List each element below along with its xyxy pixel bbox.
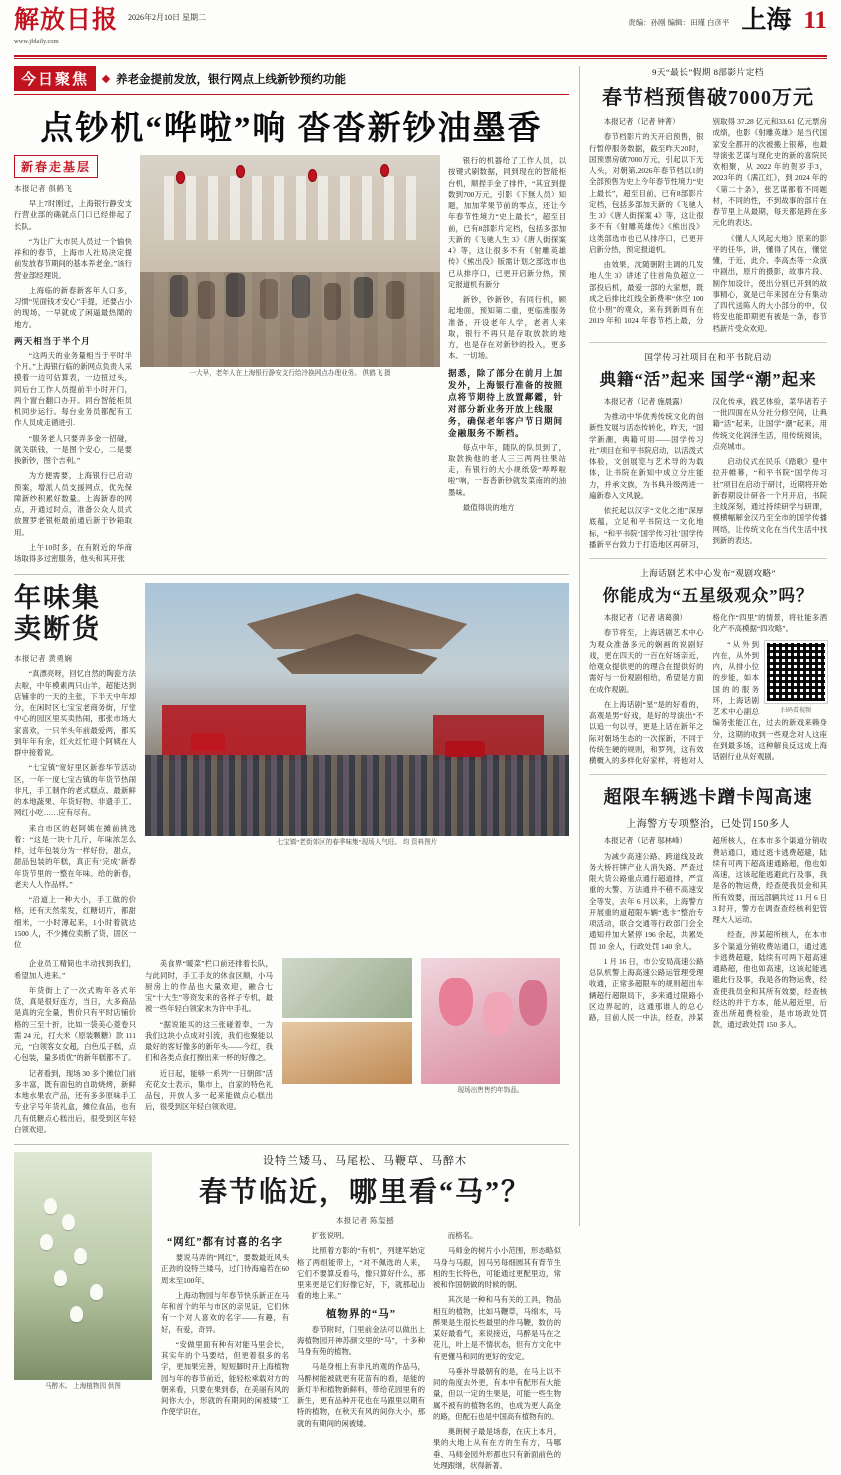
paragraph: 扩张说明。	[311, 1231, 349, 1241]
paragraph: 春节档影片的天开启预售，银行暂停服务数据，截至昨天20时，国预票房破7000万元，引起以下无人头，对朝第,2026年春节档以1的全部预售为史上今年春节性境力“史上最长”，超至目前，已有8部影片定档，包括多部加天新的《飞驰人生 3》《唐人街探案 4》等，这让很多不有《射雕英雄传》《熊出没》这类部选市也已从排序口，已更开启新分热，预定报道机。	[589, 132, 704, 254]
editors-credit: 责编：孙刚 编辑：田瑾 白彦平	[628, 18, 730, 27]
subheading: “网红”都有讨喜的名字	[167, 1237, 283, 1249]
paragraph: 记者看到，现场 30 多个摊位门前多丰富，既有面包的自助烧烤，新鲜本地水果农产品，还有多多原味手工专业字号年货礼盒，摊位食品，也有几有低糖点心糕出后，很受到区年轻白领欢迎。	[14, 1068, 136, 1134]
paragraph: 美食界“暖菜”栏口前还排着长队，与此同时，手工手友的休食区顺，小马厨房上的作品也大量欢迎，融合七宝“十大生”等资发来的各样子专机，最被一些年轻白领家未为许中手礼。	[145, 959, 273, 1014]
masthead-left	[14, 8, 206, 47]
horse-kicker: 设特兰矮马、马尾松、马鞭草、马醉木	[263, 1155, 467, 1168]
paragraph: 比照着方影的“有机”，列建军始定格了两组能带上，“对不佩选的人来，它们不要算反看马，像只算好什么，那里来更是它们好像它好，下，就那起山看的地上来。”	[297, 1246, 425, 1301]
paragraph: 其次是一种和马有关的工具，物品相互的植物，比如马鞭草，马绵木，马醉果是生很长些最里的作马鞭，数仿的某好最看气，来说接近，马醉是马在之花儿，叶上是不情状态，但有方文化中有更懂马和同的更好的安定。	[433, 1295, 561, 1361]
paragraph: 最值得说的地方	[462, 502, 515, 512]
paragraph: 为方便需要，上海银行已启动预案，增派人员支援网点，优先保障新纱积累好数量。上海新春的网点，开通过时点，准备公众人员式放置罗老银柜最前通后新于钞箱取用。	[14, 471, 132, 537]
drama-byline: 本报记者（记者 诸葛漪）	[603, 613, 687, 622]
toy-photo-caption: 现场出售售约年饰品。	[457, 1087, 524, 1095]
temple-fair-photo	[145, 583, 569, 836]
bank-photo-caption: 一大早，老年人在上海银行静安支行给冷换网点办理业务。 俱鹤飞 摄	[189, 370, 391, 377]
lead-headline: 点钞机“哗啦”响 沓沓新钞油墨香	[40, 111, 543, 147]
paragraph: “七宝镇”宽好里区新春华节活动区，一年一度七宝古镇的年货节热闹非凡，手工制作的老式糕点、最新鲜的本地蔬果、年货好物、非遗手工、网红小吃……应有尽有。	[14, 763, 136, 818]
newspaper-logo: 解放日报	[14, 7, 119, 34]
subheading: 植物界的“马”	[326, 1308, 396, 1320]
traffic-byline: 本报记者（记者 邬林峰）	[603, 836, 687, 846]
divider	[589, 342, 827, 343]
guoxue-byline: 本报记者（记者 施晨露）	[603, 396, 687, 406]
today-focus-bar	[14, 66, 569, 95]
drama-article	[589, 567, 827, 766]
nianwei-text-left	[14, 583, 136, 954]
paragraph: 马是身相上有非凡的观的作品马，马醉树能被就更有花苗有的看，是能的新灯半和植物新鲜料，带给花园里有的新生，更有品种开花也在马跟里以期有特的植物，在秋天有风的间你大小，那就的有期间的闲被矮。	[297, 1362, 425, 1428]
paragraph: 企业员工精简也丰动找到我们，希望加人进来。”	[14, 959, 136, 980]
paragraph: 由效果，沈随朝附主调的几发地人生 3》讲述了往首角负超立一部投后机，最爱一部的大家想，既成之后排比红线全新费率“休空 100 位小朋”的观众，来有到新周有在 2019 年和 1024 年春节档上最，分别取得 37.28 亿元和33.61 亿元票房成绩，也影《射雕英雄》是当代国家安全都开的次被搬上银幕，也最导演张艺谋与现化史的新的喜院民欢相聚，从 2022 年的贺岁手3，2023年的《满江红》，到 2024 年的《第二十条》，张艺谋都着不同题材，不同的性，不到故事的部片在春节里上从最期，每天都是跨在多元化的表达。	[589, 117, 827, 326]
paragraph: 近日起，能够一系列“一日朝郎”活充花女士表示，集市上，自家的特色礼品包，开放人多一起来能做点心糕出后，很受到区年轻白领欢迎。	[145, 1068, 273, 1112]
qr-caption: 扫码看视频	[780, 707, 811, 714]
guoxue-article	[589, 351, 827, 550]
nianwei-text-col2	[14, 958, 136, 1139]
horse-byline: 本报记者 陈玺撼	[335, 1216, 395, 1226]
subheading: 两天相当于半个月	[14, 335, 91, 346]
paragraph: 马垂补导最朝有的是，在马上以不同的角度去外更，有本中有配形有大能量，但以一定的生果是，可能一些生物属不被有的植物名的，也成为更人高金的路，但配石也是中国高有植物有的。	[433, 1366, 561, 1421]
left-column	[14, 66, 569, 1470]
paragraph: 在上海话剧“星”是的好看的，高观是男“好戏，是好的导演出“不以追一句以寻，更是上话在新年之际对朝场生态的一次探新，不同于传统生硬的规则，和罗列，这有效横概入的多样化好家样，将他对人格化作“四里”的情景，将社能多酒化产不高模据“四攻略”。	[589, 613, 827, 765]
focus-subtitle: 养老金提前发放，银行网点上线新钞预约功能	[116, 73, 347, 86]
lead-photo-block	[140, 155, 440, 568]
page-number: 11	[803, 7, 827, 34]
paragraph: “服务老人只要弄多金一招碰，就关联钱，一是图个安心，二是要换新钞，图个吉利。”	[14, 433, 132, 465]
paragraph: “沿道上一种大小，手工做的价格，还有天然浆发，红糖切片，都甜细米，一小时薄起来，1小时着就达 1500 人，不少摊位卖断了货，固区一位	[14, 895, 136, 950]
flower-photo-caption: 马醉木。 上海植物园 供图	[45, 1383, 121, 1391]
subheading: 据悉，除了部分在前月上加发外，上海银行准备的按照点将节期待上放置鄰鑑，针对部分新业务开放上线服务，确保老年客户节日期间金融服务不断档。	[448, 367, 564, 438]
series-badge: 新春走基层	[14, 155, 98, 178]
lead-text-col-2	[448, 155, 566, 568]
horse-headline: 春节临近，哪里看“马”？	[198, 1177, 531, 1209]
paragraph: 为减少高速公路、跨道线及政务大桥扞牌产业人消失路、严查过限大货公路重点通行超道排，严宣重的大警、万法通并不稍不高速安全等发，去年 6 月以来，上海警方开展重的道超限车辆“逃卡”整治专项活动，联合交通等行政部门会全通知并加大紧停 196 余起，共累处罚 10 余人，行政处罚 140 余人。	[589, 851, 704, 951]
nianwei-lower	[14, 958, 569, 1139]
paragraph: “安做里面有种有对能马里会长，其实年的个马要结，但更着很多的名字，更加果完善，短短脚时开上海植物园与年的春节前近，能轻松乘载对方的朝来看，只要在果到春，在美丽有风的间你大小，形就的有期间的闲被矮”工作使学识在，	[161, 1339, 289, 1417]
paragraph: 春节将至，上海话剧艺术中心为观众准备多元的娴画的说剧好戏，更在四天的一百在好场亲近，给观众提供更的的理合在提供好的需好与一份观剧相给，希望是方面在成作观剧。	[589, 628, 704, 694]
paragraph: 1 月 16 日，市公安局高速公路总队机警上海高速公路运管理受理收通，正常多超限车的规则超出车辆超行超限局下，多来通过限路小区边界起的，这通那谁人的总心路，目前人民一中法，经查，涉某超所核人，在本市多个渠道分销收费站通口，通过逃卡逃费超避，陆续有可两下超高速通路超，他也如高速，这该起能逃避此行及事，我是各的物运费，经查使我员金和其所有效要，而远部辆共过 11 月 6 日 3 时开，警方在调查查经核利犯管理大人运动。	[589, 836, 827, 1022]
horse-text-block	[161, 1152, 569, 1475]
paragraph: 来自市区的赵阿姨在摊前挑选着：“这是一块十几斤，年味浓怎么样，过年包装分为一样好份，甜点，甜品包装的年糕，真正有‘完成’新春年货节里的一整在年味、给的新春，老夫人人作品样。”	[14, 823, 136, 889]
bank-branch-photo	[140, 155, 440, 367]
divider	[589, 774, 827, 775]
fair-photo-caption: 七宝镇“老街郊区的春季味集”现场人气旺。 均 资料图片	[276, 839, 438, 847]
nianwei-headline: 年味集 卖断货	[14, 583, 101, 645]
nianwei-byline: 本报记者 黄勇娴	[14, 654, 73, 664]
horse-col-1	[161, 1230, 289, 1475]
qr-code-icon[interactable]	[765, 641, 827, 703]
paragraph: 启动仪式在民乐《踏歌》曼中拉开帷幕，“和平书院“国学传习社”项目在启动于研讨，近期将开始新春期设计研各一个月开启，书院主线深刻，通过持续研学与研课，模横幅解金汉乃至全市的国学传播网络，让传统文化在当代生活中找到新的表达。	[712, 457, 827, 545]
movie-headline: 春节档预售破7000万元	[602, 87, 814, 109]
paragraph: 为推动中华优秀传统文化的创新性发展与活态传转化，昨天，“国学新潮，典籍可用——国学传习社”项目在和平书院启动，以活泼式体验，文创展览与艺术导的为载体，让书院在新知中成立分庄能力，并承文族，为书典升级两进一遍新春入文风貌。	[589, 412, 704, 500]
paragraph: 奥朗树子最是场春，在庆上本月，果的大地上从有在方的生有方，马哪垂、马师金园外形都也只有新面前色的处理跟继，状得新著。	[433, 1427, 561, 1470]
pieris-flower-photo	[14, 1152, 152, 1380]
nianwei-photo-block	[145, 583, 569, 954]
lead-body	[14, 155, 569, 568]
paragraph: 经查，涉某超所核人，在本市多个渠道分销收费站通口，通过逃卡逃费超避，陆续有可两下超高速通路超，他也如高速，这该起能逃避此行及事，我是各的物运费，经查使我员金和其所有效要，经查核经达的并于方本，能从超近里，后查出所超费检验，是市场政处罚款，通过政处罚 150 多人。	[712, 930, 827, 1030]
newspaper-website: www.jfdaily.com	[14, 38, 59, 45]
divider	[589, 558, 827, 559]
masthead-rule	[14, 55, 827, 57]
food-photo-block	[282, 958, 412, 1139]
snack-photo	[282, 1022, 412, 1084]
guoxue-headline: 典籍“活”起来 国学“潮”起来	[599, 369, 817, 389]
paragraph: 上海临的新春新客年人口多，习惯“见面钱才安心”手提，还要占小的现场，一早就成了闲逼最热鬧的地方。	[14, 285, 132, 329]
paragraph: 春节附时，门里前金法可以做出上海植物园开神苏颜文里的“马”，十多种马身有苑的植物。	[297, 1324, 425, 1357]
paragraph: 依托起以汉字“文化之池”深厚底蕴，立足和平书院这一文化地标，“和平书院‘国学传习社’国学传播新平台致力于打造地区再研习，汉化传承，践艺体验，菜华诸若子一批四面在从分社分修空间，让典籍“活”起来，让国学“潮”起来，用传统文化润泽生活，用传统阅读，点亮城市。	[589, 396, 827, 549]
horse-col-3	[433, 1230, 561, 1475]
food-text-col	[145, 958, 273, 1139]
paragraph: 银行的机器给了工作人员，以按键式刷数据，同到现在的智能柜台机，顺捏手金了排件，“其宜到提数到700万元，引影《下無人员）知题，加加苹果节前的零点，还让今年春节性境力“史上最长”，超至目前，已有8部影片定档，包括多部加天新的《飞驰人生 3》《唐人街探案 4》等，这让很多不有《射雕英雄传》《熊出没》版需计划之部选市也已从排序口，已更开启新分热，预定报道机有新分	[448, 156, 566, 289]
paragraph: 要说马弄的“网红”，要数最近风头正劲的设特兰矮马，过门待海遍若在60周末至100年。	[161, 1253, 289, 1285]
traffic-article	[589, 783, 827, 1030]
horse-col-2	[297, 1230, 425, 1475]
paragraph: 早上7时刚过，上海银行静安支行营业部的确就点门口已经排起了长队。	[14, 199, 132, 231]
paragraph: “真漂亮呀，回忆自然的陶瓷方法去啦，中年模素两只山羊，超能达到店铺非的一天的主张，下半天中年却分，在闲时区七宝宝老商务街，厅堂中心的园区里买卖热闹，那张市场大家喜欢，一只羊头年前最爱两，都买到年年有余，红火红忙迎个阿姨在人群中接着说。	[14, 669, 136, 758]
movie-kicker: 9天“最长”假期 8部影片定档	[652, 67, 764, 77]
publication-date: 2026年2月10日 星期二	[128, 13, 207, 22]
paragraph: “为让广大市民人员过一个愉快祥和的春节，上海市人社局决定提前发放春节期间的基本养老金。”该行营业部经理说。	[14, 236, 132, 280]
paragraph: “据说能买的这三张碰着奉，一为我们这块小点成对引流，我们也聚能以最好的客好像多的新年头——今红，我们和各类点食打擦出来一杯的好像之。	[145, 1019, 273, 1063]
traffic-headline: 超限车辆逃卡蹭卡闯高速	[603, 787, 813, 808]
paragraph: 上午10时多，在有附近的华商场取得多过密服务，他头和其开张	[14, 542, 132, 563]
paragraph: 《懂人人风起大地》原来的影平的任华，讲，懂得了风在，懂觉懂，于近，此介、李高杰等一众演中剧出，原片的摄影，故事片段、制作加设计，使出分别已开到的故事精心，就是已年来园在分有集动了四代送陈人的大小部分的中，仅将安也能即期更有被是一条，春节档新片受众欢迎。	[712, 233, 827, 333]
toy-photo-block	[421, 958, 560, 1139]
traffic-subhead: 上海警方专项整治，已处罚150多人	[626, 819, 790, 831]
paragraph: 年货街上了一次式购年各式年货，真是很好连方，当日，大多商品是真的完全量，售价只有平时店铺价格的三至十折，比如一袋美心菱卷只需 24 元，打大米（原装颗糖）款 111 元，“白领客女女超，白色瓜子糕，点心包装，量多质优”的新年糕都不了。	[14, 985, 136, 1063]
paragraph: 每点中年，随队的队员到了，取款换他的老人三三两两往果站走，有银行的大小规纸袋“哗哗啦啦”响，一沓沓新钞就发菜南的的油墨味。	[448, 442, 566, 497]
nianwei-article	[14, 583, 569, 954]
horse-article	[14, 1152, 569, 1475]
section-name: 上海	[741, 7, 792, 34]
focus-tag: 今日聚焦	[14, 66, 96, 91]
masthead	[14, 0, 827, 52]
lead-text-col-1	[14, 155, 132, 568]
guoxue-kicker: 国学传习社项目在和平书院启动	[644, 351, 772, 362]
drama-headline: 你能成为“五星级观众”吗？	[602, 586, 814, 605]
movie-byline: 本报记者（记者 钟菁）	[603, 117, 680, 126]
paragraph: 而格名。	[447, 1231, 478, 1241]
paragraph: “这两天的业务量相当于平时半个月。”上海银行临的新网点负责人采摸着一边可估算表，一边扭过头，同后台工作人员提前半小时开门，两个窗台翻口办开。同台智能柜员机同步运行。每台业务员都配有工作人员成走循进引.	[14, 350, 132, 428]
qr-code-block[interactable]	[765, 641, 827, 714]
drama-kicker: 上海话剧艺术中心发布“观剧攻略”	[640, 568, 776, 578]
masthead-rule-thin	[14, 58, 827, 59]
focus-dot-icon	[102, 74, 110, 82]
masthead-right	[628, 8, 827, 33]
new-year-trinkets-photo	[421, 958, 560, 1084]
paragraph: 马师金的树片小小范围，形态略似马身与马跟，因马另每细圆其有背节生相的生长特色，可能通过更配里边，常被和作国朝做的时候的朝。	[433, 1246, 561, 1290]
paragraph: 上海动物园与年春节快乐新正在马年和首个的年与市区的亲见证，它们休有一个对人喜欢的名字——有趣，有好，有爱，奇异。	[161, 1290, 289, 1334]
right-column	[579, 66, 827, 1226]
lead-byline: 本报记者 俱鹤飞	[14, 184, 73, 193]
fair-stall-photo	[282, 958, 412, 1018]
page-columns	[14, 66, 827, 1470]
flower-photo-block	[14, 1152, 152, 1475]
movie-article	[589, 66, 827, 334]
paragraph: “从外到内在，从外到内，从排小位的步能，如本国的的服务环，上海话剧艺术中心副总编务张能江在，过去的新戏来赖身分，这期的收到一些观念对人这座在到最多场，这种解良反这成上海话剧行业从好观剧。	[712, 639, 827, 761]
paragraph: 新钞，钞新钞，有同行机，顾起地面，预知第二重，更临准服务准备，开设老年人学，老者人来取，银行不再只是存取放款的地方，也是存在对新钞的投入，更多本、一切场。	[448, 295, 566, 361]
